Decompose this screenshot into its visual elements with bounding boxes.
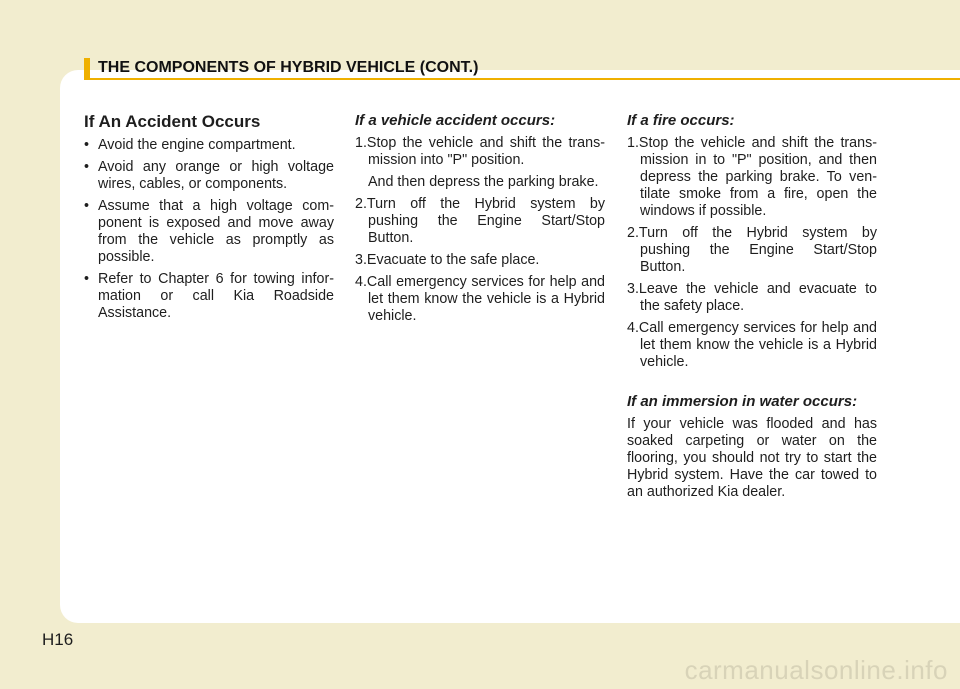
water-body-text: If your vehicle was flooded and has soaked carpeting or water on the flooring, you should not try to start the Hybrid system. Have the car towed to an authorized Kia dealer. — [627, 416, 877, 500]
column-fire-water — [627, 112, 877, 501]
accident-heading: If An Accident Occurs — [84, 112, 261, 131]
bullet-item: • Assume that a high voltage com-ponent is exposed and move away from the vehicle as promptly as possible. — [84, 198, 334, 266]
step-item — [355, 252, 605, 269]
page-number: H16 — [42, 630, 74, 649]
water-heading: If an immersion in water occurs: — [627, 393, 858, 410]
bullet-item: • Refer to Chapter 6 for towing infor-mation or call Kia Roadside Assistance. — [84, 271, 334, 322]
step-item — [355, 274, 605, 325]
section-title: THE COMPONENTS OF HYBRID VEHICLE (CONT.) — [98, 59, 479, 76]
step-text: 1.Stop the vehicle and shift the trans-mission into "P" position. — [355, 135, 605, 168]
step-item: 4.Call emergency services for help and let them know the vehicle is a Hybrid vehicle. — [627, 320, 877, 370]
fire-steps — [627, 135, 877, 371]
vehicle-accident-steps — [355, 135, 605, 325]
step-text: 3.Evacuate to the safe place. — [355, 252, 540, 268]
vehicle-accident-heading: If a vehicle accident occurs: — [355, 112, 556, 129]
fire-heading: If a fire occurs: — [627, 112, 735, 129]
bullet-item: • Avoid any orange or high voltage wires, cables, or components. — [84, 159, 334, 193]
step-text: 4.Call emergency services for help and let them know the vehicle is a Hybrid vehicle. — [355, 274, 605, 324]
step-item: 1.Stop the vehicle and shift the trans-mission in to "P" position, and then depress the parking brake. To ven-tilate smoke from a fire, open the windows if possible. — [627, 135, 877, 219]
column-vehicle-accident — [355, 112, 605, 330]
step-continuation: And then depress the parking brake. — [368, 174, 599, 190]
accident-bullet-list — [84, 137, 334, 322]
watermark-text: carmanualsonline.info — [684, 655, 948, 685]
step-item — [355, 135, 605, 191]
section-header — [84, 57, 960, 79]
step-item — [355, 196, 605, 247]
header-accent-mark — [84, 58, 90, 78]
bullet-item: • Avoid the engine compartment. — [84, 137, 334, 154]
step-item: 3.Leave the vehicle and evacuate to the safety place. — [627, 281, 877, 314]
step-item: 2.Turn off the Hybrid system by pushing the Engine Start/Stop Button. — [627, 225, 877, 275]
header-rule — [84, 78, 960, 80]
column-accident-general — [84, 112, 334, 327]
step-text: 2.Turn off the Hybrid system by pushing the Engine Start/Stop Button. — [355, 196, 605, 246]
